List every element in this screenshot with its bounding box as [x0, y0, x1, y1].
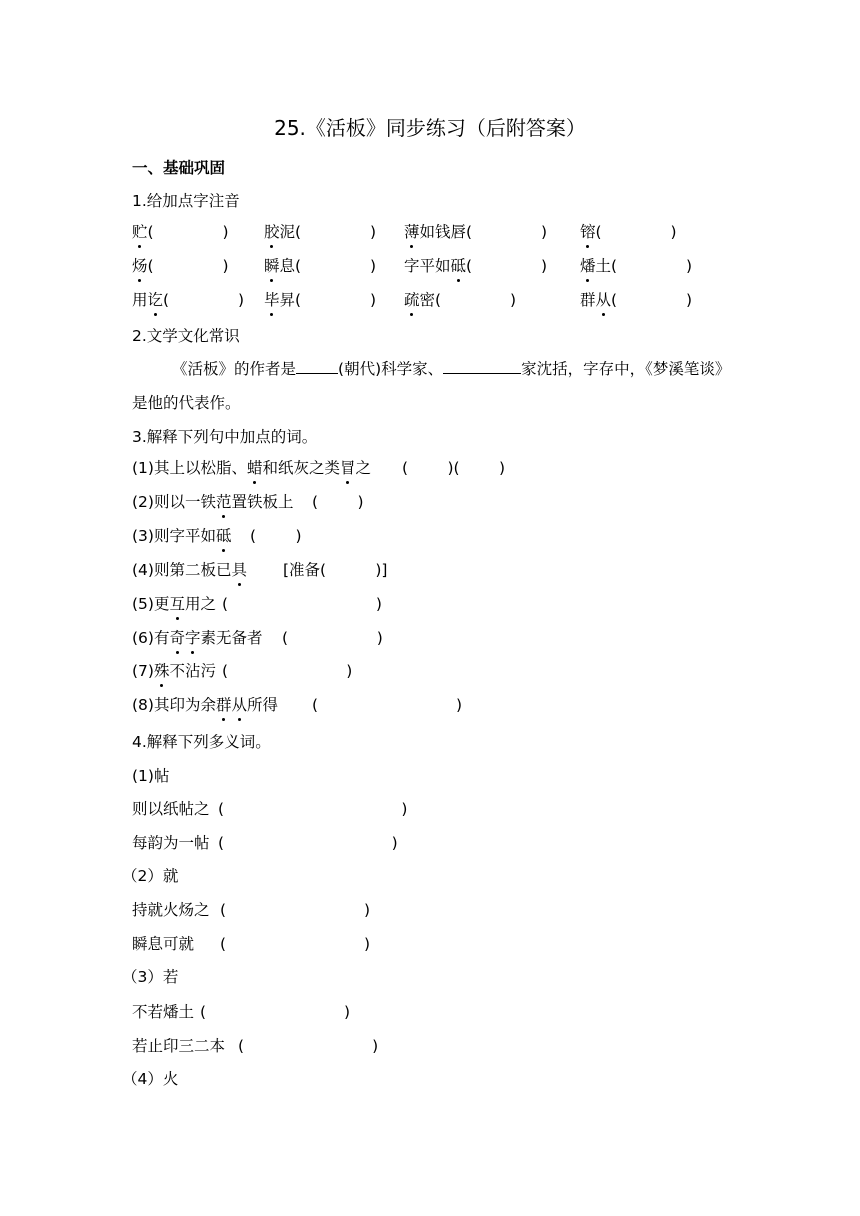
word-text: 如钱唇: [419, 223, 467, 241]
pinyin-item: [264, 222, 376, 242]
item-text: (2)则以一铁: [132, 493, 216, 511]
question-2-heading: 2.文学文化常识: [132, 327, 240, 345]
answer-blank[interactable]: ( ): [222, 662, 353, 680]
word-text: 息: [279, 257, 296, 275]
item-text: 不沾污: [169, 662, 216, 680]
dotted-char: 殊: [153, 662, 170, 680]
question-item: [132, 526, 231, 546]
item-text: 之: [355, 459, 372, 477]
pinyin-item: [580, 290, 692, 310]
question-1-heading: 1.给加点字注音: [132, 192, 240, 210]
q2-text-3: 家沈括，字存中，《梦溪笔谈》是他的代表作。: [132, 360, 731, 412]
word-group-label: （4）火: [122, 1070, 179, 1088]
dotted-char: 奇: [169, 629, 185, 647]
question-item: [132, 661, 216, 681]
answer-blank[interactable]: ( ): [147, 257, 229, 275]
answer-blank[interactable]: ( ): [250, 527, 302, 545]
dotted-char: 胶: [264, 223, 280, 241]
item-text: (6)有: [132, 629, 170, 647]
dotted-char: 从: [595, 291, 612, 309]
answer-blank[interactable]: [准备( )]: [283, 561, 388, 579]
sentence-text: 不若燔土: [132, 1003, 195, 1021]
word-group-label: （3）若: [122, 968, 179, 986]
word-text: 昇: [279, 291, 296, 309]
item-text: 所得: [247, 696, 279, 714]
answer-blank[interactable]: ( ): [220, 901, 371, 919]
pinyin-item: [264, 290, 376, 310]
question-item: [132, 560, 247, 580]
answer-blank[interactable]: ( ): [163, 291, 245, 309]
word-text: 泥: [279, 223, 296, 241]
word-text: 字平如: [404, 257, 451, 275]
dotted-char: 疏: [404, 291, 420, 309]
dotted-char: 砥: [215, 527, 232, 545]
item-text: 用之: [184, 595, 216, 613]
dotted-char: 瞬: [264, 257, 280, 275]
q2-text-1: 《活板》的作者是: [172, 360, 297, 378]
word-group-label: (1)帖: [132, 767, 170, 785]
question-4-heading: 4.解释下列多义词。: [132, 733, 271, 751]
dotted-char: 蜡: [246, 459, 263, 477]
dotted-char: 炀: [132, 257, 148, 275]
answer-blank[interactable]: ( ): [218, 800, 408, 818]
answer-blank[interactable]: ( ): [295, 291, 377, 309]
question-item: [132, 628, 263, 648]
dotted-char: 互: [169, 595, 185, 613]
answer-blank[interactable]: ( ): [466, 257, 548, 275]
dotted-char: 毕: [264, 291, 280, 309]
item-text: (8)其印为余: [132, 696, 216, 714]
sentence-text: 则以纸帖之: [132, 800, 210, 818]
question-item: [132, 458, 371, 478]
word-text: 群: [580, 291, 596, 309]
word-group-label: （2）就: [122, 867, 179, 885]
question-item: [132, 594, 216, 614]
dotted-char: 具: [231, 561, 247, 579]
dotted-char: 薄: [404, 223, 420, 241]
dotted-char: 群: [215, 696, 232, 714]
dotted-char: 镕: [580, 223, 596, 241]
item-text: (4)则第二板已: [132, 561, 232, 579]
answer-blank[interactable]: ( ): [466, 223, 548, 241]
question-3-heading: 3.解释下列句中加点的词。: [132, 428, 318, 446]
answer-blank[interactable]: ( ): [295, 257, 377, 275]
dotted-char: 范: [215, 493, 232, 511]
answer-blank[interactable]: ( ): [595, 223, 677, 241]
answer-blank[interactable]: ( ): [312, 493, 364, 511]
sentence-text: 瞬息可就: [132, 935, 195, 953]
dotted-char: 燔: [580, 257, 596, 275]
item-text: (3)则字平如: [132, 527, 216, 545]
dotted-char: 冒: [340, 459, 356, 477]
answer-blank-dynasty[interactable]: [296, 358, 338, 374]
answer-blank[interactable]: ( ): [611, 257, 693, 275]
question-item: [132, 492, 294, 512]
pinyin-item: [580, 256, 692, 276]
pinyin-item: [132, 290, 244, 310]
answer-blank-profession[interactable]: [443, 358, 521, 374]
pinyin-item: [132, 256, 229, 276]
page-title: 25.《活板》同步练习（后附答案）: [274, 116, 586, 140]
dotted-char: 讫: [147, 291, 164, 309]
pinyin-item: [404, 290, 516, 310]
pinyin-item: [264, 256, 376, 276]
question-item: [132, 695, 278, 715]
answer-blank[interactable]: ( ): [238, 1037, 379, 1055]
item-text: (5)更: [132, 595, 170, 613]
item-text: 和纸灰之类: [262, 459, 340, 477]
answer-blank[interactable]: ( ): [295, 223, 377, 241]
sentence-text: 若止印三二本: [132, 1037, 226, 1055]
answer-blank[interactable]: ( ): [611, 291, 693, 309]
pinyin-item: [132, 222, 229, 242]
dotted-char: 砥: [450, 257, 467, 275]
answer-blank[interactable]: ( ): [218, 834, 398, 852]
item-text: 素无备者: [200, 629, 263, 647]
pinyin-item: [404, 256, 547, 276]
answer-blank[interactable]: ( ): [282, 629, 383, 647]
section-heading: 一、基础巩固: [132, 159, 226, 177]
item-text: (1)其上以松脂、: [132, 459, 247, 477]
dotted-char: 从: [231, 696, 247, 714]
word-text: 密: [419, 291, 436, 309]
sentence-text: 持就火炀之: [132, 901, 210, 919]
pinyin-item: [404, 222, 547, 242]
sentence-text: 每韵为一帖: [132, 834, 210, 852]
question-2-paragraph: [132, 352, 732, 420]
answer-blank[interactable]: ( ): [147, 223, 229, 241]
dotted-char: 贮: [132, 223, 148, 241]
dotted-char: 字: [184, 629, 201, 647]
item-text: 置铁板上: [231, 493, 294, 511]
item-text: (7): [132, 662, 154, 680]
word-text: 用: [132, 291, 148, 309]
answer-blank[interactable]: ( ): [222, 595, 382, 613]
word-text: 土: [595, 257, 612, 275]
answer-blank[interactable]: ( ): [220, 935, 371, 953]
q2-text-2: (朝代)科学家、: [338, 360, 444, 378]
answer-blank[interactable]: ( )( ): [402, 459, 506, 477]
answer-blank[interactable]: ( ): [312, 696, 463, 714]
answer-blank[interactable]: ( ): [200, 1003, 351, 1021]
pinyin-item: [580, 222, 677, 242]
answer-blank[interactable]: ( ): [435, 291, 517, 309]
